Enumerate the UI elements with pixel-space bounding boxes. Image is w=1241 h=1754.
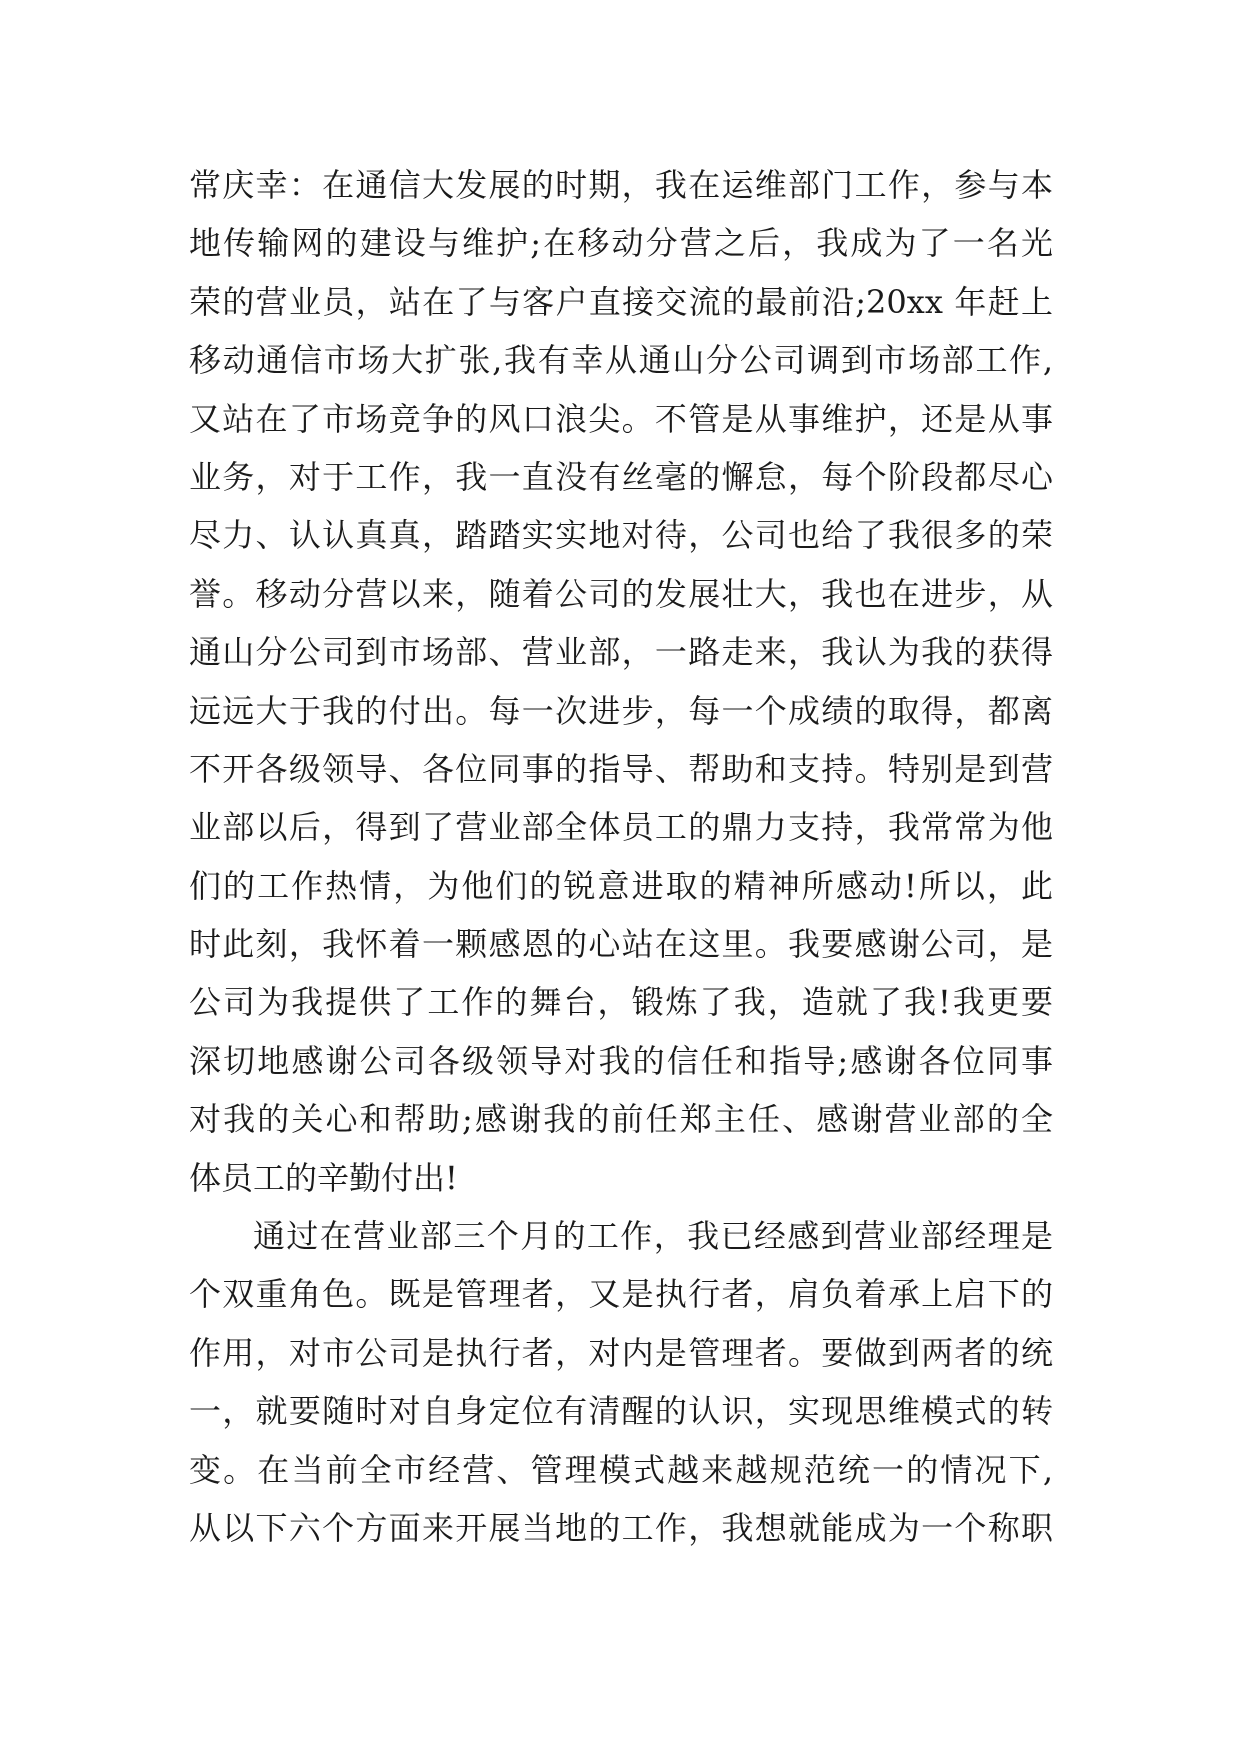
- text-line: 作用，对市公司是执行者，对内是管理者。要做到两者的统: [189, 1333, 1053, 1372]
- text-line: 从以下六个方面来开展当地的工作，我想就能成为一个称职: [189, 1508, 1053, 1547]
- text-line: 誉。移动分营以来，随着公司的发展壮大，我也在进步，从: [189, 574, 1053, 613]
- text-line: 远远大于我的付出。每一次进步，每一个成绩的取得，都离: [189, 691, 1053, 730]
- paragraph-1: [189, 156, 1053, 1207]
- text-line: 对我的关心和帮助;感谢我的前任郑主任、感谢营业部的全: [189, 1100, 1053, 1139]
- text-line: 深切地感谢公司各级领导对我的信任和指导;感谢各位同事: [189, 1041, 1053, 1080]
- text-line: 地传输网的建设与维护;在移动分营之后，我成为了一名光: [189, 224, 1053, 263]
- text-line: 体员工的辛勤付出!: [189, 1158, 458, 1197]
- text-line: 移动通信市场大扩张,我有幸从通山分公司调到市场部工作,: [189, 341, 1053, 380]
- text-line: 公司为我提供了工作的舞台，锻炼了我，造就了我!我更要: [189, 983, 1053, 1022]
- text-line: 业部以后，得到了营业部全体员工的鼎力支持，我常常为他: [189, 808, 1053, 847]
- text-line: 荣的营业员，站在了与客户直接交流的最前沿;20xx 年赶上: [189, 282, 1053, 321]
- text-line: 不开各级领导、各位同事的指导、帮助和支持。特别是到营: [189, 749, 1053, 788]
- document-body: [189, 156, 1053, 1557]
- text-line: 一，就要随时对自身定位有清醒的认识，实现思维模式的转: [189, 1392, 1053, 1431]
- text-line: 尽力、认认真真，踏踏实实地对待，公司也给了我很多的荣: [189, 516, 1053, 555]
- text-line: 通过在营业部三个月的工作，我已经感到营业部经理是: [253, 1217, 1053, 1256]
- text-line: 们的工作热情，为他们的锐意进取的精神所感动!所以，此: [189, 866, 1053, 905]
- text-line: 业务，对于工作，我一直没有丝毫的懈怠，每个阶段都尽心: [189, 457, 1053, 496]
- text-line: 时此刻，我怀着一颗感恩的心站在这里。我要感谢公司，是: [189, 925, 1053, 964]
- text-line: 通山分公司到市场部、营业部，一路走来，我认为我的获得: [189, 633, 1053, 672]
- text-line: 常庆幸：在通信大发展的时期，我在运维部门工作，参与本: [189, 166, 1053, 204]
- text-line: 变。在当前全市经营、管理模式越来越规范统一的情况下,: [189, 1450, 1053, 1489]
- paragraph-2: [189, 1207, 1053, 1557]
- text-line: 又站在了市场竞争的风口浪尖。不管是从事维护，还是从事: [189, 399, 1053, 438]
- text-line: 个双重角色。既是管理者，又是执行者，肩负着承上启下的: [189, 1275, 1053, 1314]
